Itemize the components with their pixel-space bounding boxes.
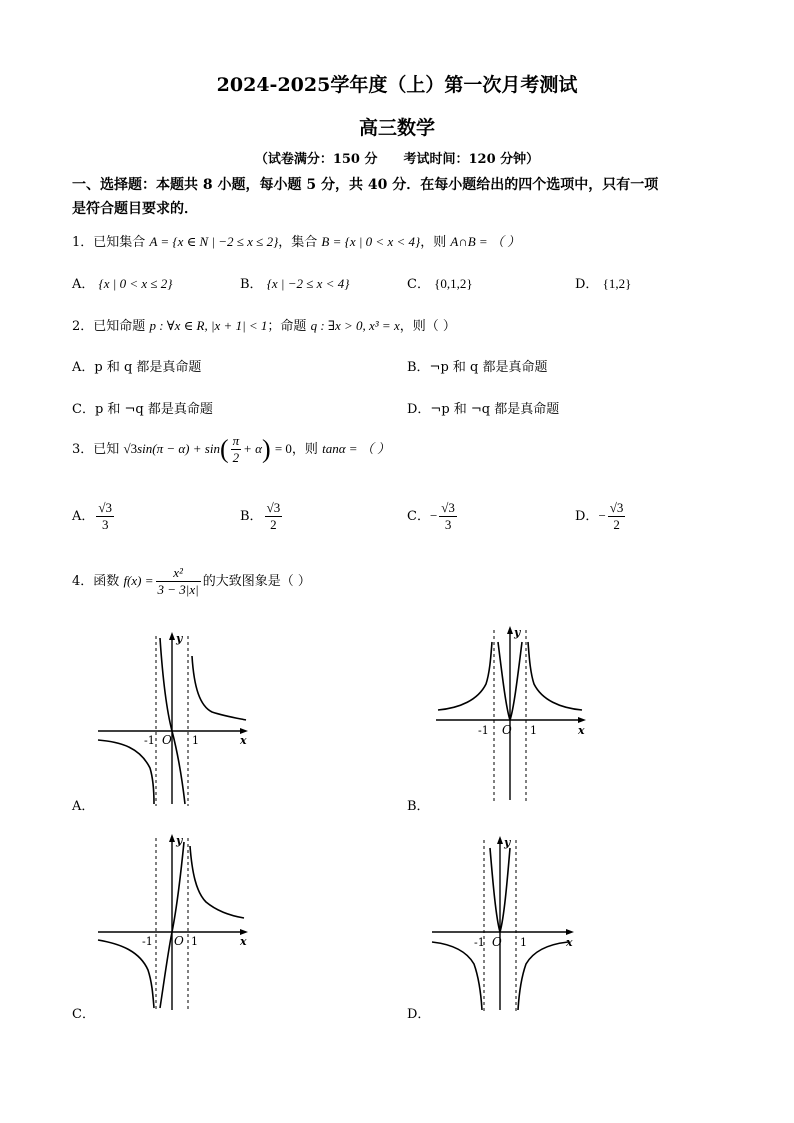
q3-text1: 已知 — [93, 442, 120, 457]
graph-b-tick-pos: 1 — [530, 724, 537, 737]
graph-b-y-label: y — [514, 626, 521, 639]
q2-number: 2． — [72, 319, 94, 334]
graph-b-tick-neg: -1 — [478, 724, 489, 737]
graph-c-tick-pos: 1 — [191, 935, 198, 948]
graph-a-tick-pos: 1 — [192, 734, 199, 747]
q3-tan: tanα = （ ） — [322, 441, 391, 456]
q1-text1: 已知集合 — [93, 235, 146, 250]
q1-set-a: A = {x ∈ N | −2 ≤ x ≤ 2} — [149, 234, 279, 249]
graph-a-origin: O — [162, 733, 172, 747]
graph-b-label: B． — [407, 799, 430, 814]
q2-text3: ，则（ ） — [399, 319, 456, 334]
graph-b-x-label: x — [578, 724, 585, 737]
question-1 — [72, 231, 520, 250]
graph-a-svg — [94, 628, 254, 808]
note-time: 考试时间：120 分钟） — [403, 152, 540, 167]
q2-option-d: D．¬p 和 ¬q 都是真命题 — [407, 402, 560, 417]
exam-title: 2024-2025学年度（上）第一次月考测试 — [216, 74, 578, 96]
graph-c-tick-neg: -1 — [142, 935, 153, 948]
graph-d-svg — [430, 834, 590, 1014]
q3-eq-zero: = 0 — [274, 441, 292, 456]
q1-text2: ，集合 — [278, 235, 318, 250]
q3-option-a: A． $\frac{√3}{3}$ — [72, 500, 113, 532]
graph-d-tick-pos: 1 — [520, 936, 527, 949]
question-3: 3．已知 √3sin(π − α) + sin( $\frac{\pi}{2}$ + α) = 0，则 tanα = （ ） — [72, 433, 391, 465]
graph-d-label: D． — [407, 1007, 431, 1022]
q3-sin-expr: sin(π − α) + sin — [137, 441, 220, 456]
q3-text2: ，则 — [291, 442, 318, 457]
graph-a — [94, 628, 254, 812]
note-score: （试卷满分：150 分 — [254, 152, 378, 167]
q2-text2: ；命题 — [267, 319, 307, 334]
graph-a-tick-neg: -1 — [144, 734, 155, 747]
graph-d-x-label: x — [566, 936, 573, 949]
q1-expr: A∩B = （ ） — [450, 234, 521, 249]
q4-fraction: $\frac{\text{x²}}{3 - 3|x|}$ — [157, 565, 199, 597]
graph-b-svg — [432, 624, 592, 804]
graph-b — [432, 624, 592, 808]
q1-option-a: A． {x | 0 < x ≤ 2} — [72, 276, 173, 292]
q3-plus-alpha: + α — [243, 441, 263, 456]
q2-text1: 已知命题 — [93, 319, 146, 334]
q2-prop-q: q : ∃x > 0, x³ = x — [310, 318, 400, 333]
q1-option-b: B． {x | −2 ≤ x < 4} — [240, 276, 350, 292]
graph-c-y-label: y — [176, 834, 183, 847]
graph-a-y-label: y — [176, 632, 183, 645]
graph-c-origin: O — [174, 934, 184, 948]
graph-c-svg — [94, 832, 254, 1012]
graph-a-x-label: x — [240, 734, 247, 747]
graph-b-origin: O — [502, 723, 512, 737]
graph-c-x-label: x — [240, 935, 247, 948]
q1-option-d: D． {1,2} — [575, 276, 632, 292]
q2-option-c: C．p 和 ¬q 都是真命题 — [72, 402, 213, 417]
graph-a-label: A． — [72, 799, 95, 814]
q2-option-a: A．p 和 q 都是真命题 — [72, 360, 202, 375]
q4-text2: 的大致图象是（ ） — [202, 574, 311, 589]
q2-option-b: B．¬p 和 q 都是真命题 — [407, 360, 548, 375]
q1-set-b: B = {x | 0 < x < 4} — [321, 234, 421, 249]
q3-option-d: D．− $\frac{√3}{2}$ — [575, 500, 624, 532]
section-heading-line2: 是符合题目要求的． — [72, 201, 198, 217]
exam-note — [0, 148, 794, 167]
question-2 — [72, 315, 456, 334]
section-heading-line1: 一、选择题：本题共 8 小题，每小题 5 分，共 40 分．在每小题给出的四个选项中，只有一项 — [72, 177, 659, 193]
graph-d-y-label: y — [504, 836, 511, 849]
q3-sqrt3: √3 — [123, 441, 138, 456]
q4-text1: 函数 — [93, 574, 120, 589]
graph-d — [430, 834, 590, 1018]
q3-number: 3． — [72, 442, 94, 457]
q1-option-c: C． {0,1,2} — [407, 276, 473, 292]
q3-option-c: C．− $\frac{√3}{3}$ — [407, 500, 455, 532]
q1-number: 1． — [72, 235, 94, 250]
q2-prop-p: p : ∀x ∈ R, |x + 1| < 1 — [149, 318, 268, 333]
exam-subtitle: 高三数学 — [358, 117, 435, 139]
graph-d-origin: O — [492, 935, 502, 949]
q1-text3: ，则 — [420, 235, 447, 250]
q3-pi-over-2: $\frac{\pi}{2}$ — [232, 433, 240, 465]
q3-option-b: B． $\frac{√3}{2}$ — [240, 500, 281, 532]
graph-c-label: C． — [72, 1007, 95, 1022]
question-4 — [72, 565, 311, 598]
graph-c — [94, 832, 254, 1016]
graph-d-tick-neg: -1 — [474, 936, 485, 949]
q4-fx: f(x) = — [123, 573, 154, 588]
q4-number: 4． — [72, 574, 94, 589]
